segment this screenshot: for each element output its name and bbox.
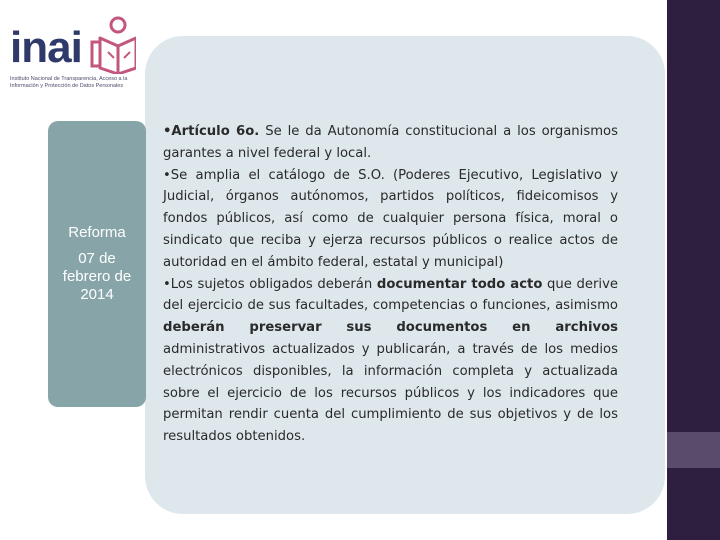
right-bar-accent bbox=[667, 432, 720, 468]
date-box-title: Reforma bbox=[68, 224, 126, 241]
right-sidebar-bar bbox=[667, 0, 720, 540]
logo-wordmark: inai bbox=[10, 23, 82, 72]
date-box-month: febrero de bbox=[62, 268, 132, 285]
date-box bbox=[48, 121, 146, 407]
paragraph-articulo-text: Se le da Autonomía constitucional a los organismos garantes a nivel federal y local. bbox=[163, 124, 618, 161]
paragraph-catalogo: •Se amplia el catálogo de S.O. (Poderes Ejecutivo, Legislativo y Judicial, órganos autónomos, partidos políticos, fideicomisos y fondos públicos, así como de cualquier persona física, moral o sindicato que reciba y ejerza recursos públicos o realice actos de autoridad en el ámbito federal, estatal y municipal) bbox=[163, 167, 618, 270]
paragraph-articulo bbox=[163, 121, 618, 165]
paragraph-sujetos-bold-2: deberán preservar sus documentos en archivos bbox=[163, 320, 618, 336]
body-text bbox=[163, 121, 618, 448]
logo-tagline: Instituto Nacional de Transparencia, Acceso a la Información y Protección de Datos Personales bbox=[10, 76, 128, 89]
date-box-year: 2014 bbox=[80, 286, 114, 303]
paragraph-sujetos bbox=[163, 274, 618, 448]
paragraph-sujetos-bold-1: documentar todo acto bbox=[376, 276, 543, 292]
logo-person-book-icon bbox=[88, 16, 136, 74]
paragraph-sujetos-text-c: administrativos actualizados y publicarán, a través de los medios electrónicos disponibles, la información completa y actualizada sobre el ejercicio de los recursos públicos y los indicadores que permitan rendir cuenta del cumplimiento de sus objetivos y de los resultados obtenidos. bbox=[163, 341, 618, 445]
inai-logo bbox=[8, 16, 148, 96]
paragraph-sujetos-text-a: •Los sujetos obligados deberán bbox=[163, 276, 377, 292]
date-box-day: 07 de bbox=[78, 250, 116, 267]
paragraph-sujetos-text-b: que derive del ejercicio de sus facultades, competencias o funciones, asimismo bbox=[163, 276, 618, 314]
paragraph-articulo-bold: •Artículo 6o. bbox=[163, 124, 260, 139]
